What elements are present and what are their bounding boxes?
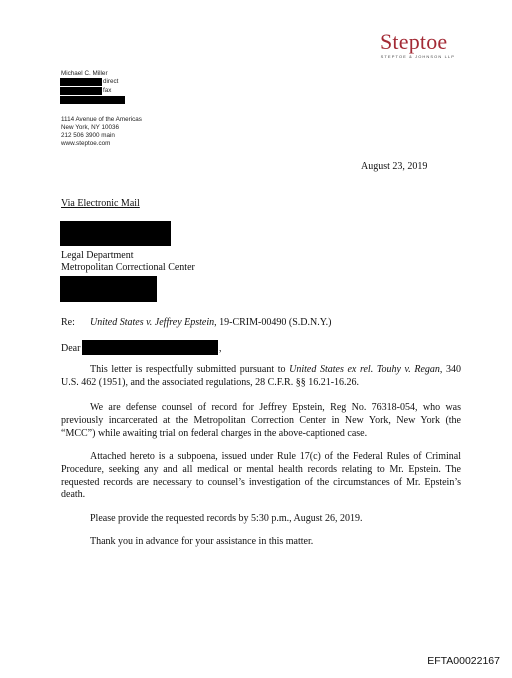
sender-name: Michael C. Miller [61, 70, 108, 77]
document-id: EFTA00022167 [427, 655, 500, 667]
redaction-email [60, 96, 125, 104]
p1-text-a: This letter is respectfully submitted pursuant to [90, 364, 290, 375]
salutation-comma: , [219, 343, 222, 354]
firm-logo: Steptoe [380, 29, 448, 54]
letter-date: August 23, 2019 [361, 161, 428, 172]
re-docket: , 19-CRIM-00490 (S.D.N.Y.) [214, 317, 332, 328]
redaction-direct-phone [60, 78, 102, 86]
redaction-recipient-address [60, 276, 157, 302]
body-paragraph-5: Thank you in advance for your assistance in this matter. [90, 536, 314, 547]
direct-label: direct [103, 78, 119, 85]
recipient-line2: Metropolitan Correctional Center [61, 262, 195, 273]
firm-website: www.steptoe.com [61, 140, 111, 147]
salutation [61, 343, 80, 354]
p1-text-b: , 340 U.S. 462 (1951), and the associated regulations, 28 C.F.R. §§ 16.21-16.26. [61, 364, 462, 388]
firm-address-line2: New York, NY 10036 [61, 124, 119, 131]
body-paragraph-3: Attached hereto is a subpoena, issued under Rule 17(c) of the Federal Rules of Criminal Procedure, seeking any and all medical or mental health records relating to Mr. Epstein. The requested records are necessary to counsel’s investigation of the circumstances of Mr. Epstein’s death. [61, 451, 461, 501]
body-paragraph-1 [61, 364, 461, 390]
body-paragraph-2: We are defense counsel of record for Jeffrey Epstein, Reg No. 76318-054, who was previously incarcerated at the Metropolitan Correction Center in New York, New York (the “MCC”) while awaiting trial on federal charges in the above-captioned case. [61, 402, 461, 439]
firm-logo-subtitle: STEPTOE & JOHNSON LLP [380, 54, 455, 59]
re-subject [90, 317, 331, 328]
body-paragraph-4: Please provide the requested records by 5:30 p.m., August 26, 2019. [90, 513, 363, 524]
p1-case-citation: United States ex rel. Touhy v. Regan [289, 364, 440, 375]
fax-label: fax [103, 87, 112, 94]
recipient-line1: Legal Department [61, 250, 134, 261]
salutation-dear: Dear [61, 343, 81, 354]
redaction-fax [60, 87, 102, 95]
redaction-recipient-name [60, 221, 171, 246]
re-label: Re: [61, 317, 75, 328]
firm-phone-main: 212 506 3900 main [61, 132, 115, 139]
firm-address-line1: 1114 Avenue of the Americas [61, 116, 142, 123]
delivery-method: Via Electronic Mail [61, 198, 140, 209]
redaction-salutation-name [82, 340, 218, 355]
re-case-name: United States v. Jeffrey Epstein [90, 317, 215, 328]
